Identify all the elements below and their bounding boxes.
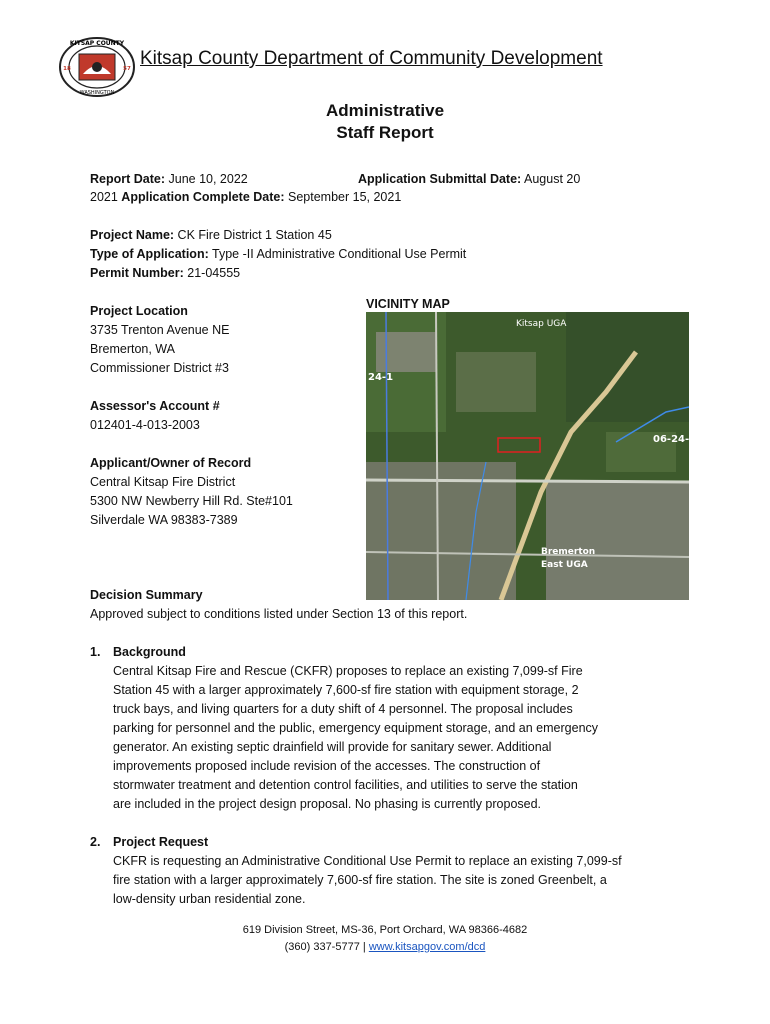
location-line2: Bremerton, WA [90,342,175,356]
permit-number-row [90,264,240,282]
department-title: Kitsap County Department of Community Development [140,48,603,69]
decision-text: Approved subject to conditions listed under Section 13 of this report. [90,607,468,621]
footer-contact [0,939,770,956]
map-label-code-left: 24-1 [368,372,394,383]
seal-bottom-text: WASHINGTON [79,90,115,96]
section-1-line: truck bays, and living quarters for a duty shift of 4 personnel. The proposal includes [113,702,573,716]
complete-date-row [90,188,401,206]
applicant-line2: 5300 NW Newberry Hill Rd. Ste#101 [90,494,293,508]
project-name-label: Project Name: [90,228,175,242]
section-1-line: improvements proposed include revision of the accesses. The construction of [113,759,541,773]
section-1-heading: Background [113,645,186,659]
section-2-body [113,852,693,909]
project-name-value: CK Fire District 1 Station 45 [177,228,332,242]
location-line1: 3735 Trenton Avenue NE [90,323,230,337]
footer-website-link[interactable]: www.kitsapgov.com/dcd [368,941,486,953]
assessor-heading: Assessor's Account # [90,399,220,413]
submittal-date-year: 2021 [90,190,118,204]
report-title-line2: Staff Report [336,123,434,142]
report-date-label: Report Date: [90,172,166,186]
report-title-line1: Administrative [325,101,445,120]
seal-top-text: KITSAP COUNTY [69,40,125,47]
applicant-heading: Applicant/Owner of Record [90,456,252,470]
section-2-heading: Project Request [113,835,209,849]
permit-number-value: 21-04555 [187,266,241,280]
submittal-date-row [358,170,580,188]
section-2-number: 2. [90,835,101,849]
section-2-line: CKFR is requesting an Administrative Conditional Use Permit to replace an existing 7,099-sf [113,854,622,868]
location-heading: Project Location [90,304,188,318]
seal-left-text: 18 [63,66,71,72]
report-date-value: June 10, 2022 [168,172,248,186]
submittal-date-label: Application Submittal Date: [358,172,522,186]
decision-heading: Decision Summary [90,588,203,602]
submittal-date-value: August 20 [524,172,581,186]
section-2-line: fire station with a larger approximately 7,600-sf fire station. The site is zoned Greenbelt, a [113,873,607,887]
project-name-row [90,226,332,244]
vicinity-map-image [366,312,689,600]
section-1-body [113,662,693,814]
map-label-bremerton-1: Bremerton [541,547,596,557]
section-2-line: low-density urban residential zone. [113,892,306,906]
permit-number-label: Permit Number: [90,266,184,280]
map-label-bremerton-2: East UGA [541,560,588,570]
footer-address: 619 Division Street, MS-36, Port Orchard, WA 98366-4682 [242,924,528,936]
section-1-line: parking for personnel and the public, emergency equipment storage, and an emergency [113,721,599,735]
vicinity-map-label: VICINITY MAP [366,297,450,311]
section-1-line: are included in the project design proposal. No phasing is currently proposed. [113,797,542,811]
section-1-line: generator. An existing septic drainfield will provide for sanitary sewer. Additional [113,740,552,754]
map-label-kitsap-uga: Kitsap UGA [516,319,567,329]
report-title [0,100,770,144]
seal-right-text: 57 [123,66,131,72]
application-type-label: Type of Application: [90,247,209,261]
assessor-account: 012401-4-013-2003 [90,418,200,432]
footer-phone: (360) 337-5777 [284,941,360,953]
section-1-line: Central Kitsap Fire and Rescue (CKFR) proposes to replace an existing 7,099-sf Fire [113,664,583,678]
complete-date-value: September 15, 2021 [288,190,402,204]
complete-date-label: Application Complete Date: [121,190,285,204]
section-1-line: Station 45 with a larger approximately 7,600-sf fire station with equipment storage, 2 [113,683,579,697]
footer-separator: | [362,941,366,953]
section-1-line: stormwater treatment and detention control facilities, and utilities to serve the station [113,778,578,792]
county-seal-logo [58,36,136,98]
applicant-line1: Central Kitsap Fire District [90,475,236,489]
application-type-row [90,245,466,263]
location-line3: Commissioner District #3 [90,361,229,375]
section-1-number: 1. [90,645,101,659]
map-label-code-right: 06-24- [653,434,689,445]
applicant-line3: Silverdale WA 98383-7389 [90,513,238,527]
application-type-value: Type -II Administrative Conditional Use Permit [212,247,467,261]
report-date-row [90,170,248,188]
